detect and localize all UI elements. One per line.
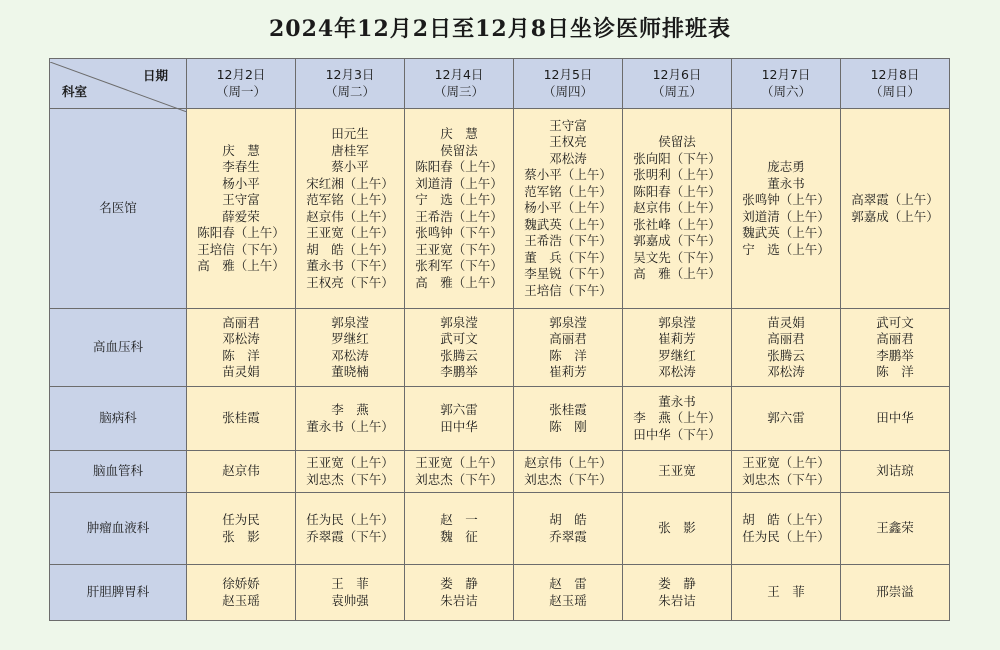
doctor-entry: 李 燕（上午） bbox=[633, 410, 721, 426]
doctor-entry: 高丽君 bbox=[876, 331, 914, 346]
schedule-cell bbox=[187, 387, 296, 451]
doctor-entry: 范军铭（上午） bbox=[524, 183, 612, 199]
schedule-cell bbox=[841, 109, 950, 309]
doctor-entry: 高丽君 bbox=[767, 331, 805, 346]
doctor-entry: 王权亮 bbox=[549, 134, 587, 150]
doctor-entry: 张 影 bbox=[658, 520, 696, 536]
doctor-entry: 胡 皓 bbox=[549, 512, 587, 527]
doctor-entry: 董晓楠 bbox=[331, 364, 369, 379]
doctor-entry: 田元生 bbox=[331, 126, 369, 141]
doctor-entry: 王希浩（上午） bbox=[415, 208, 503, 224]
day-week: （周日） bbox=[869, 83, 920, 99]
schedule-cell bbox=[187, 565, 296, 621]
doctor-entry: 王守富 bbox=[549, 117, 587, 133]
doctor-entry: 蔡小平 bbox=[331, 159, 369, 174]
doctor-entry: 郭六雷 bbox=[440, 402, 478, 417]
doctor-entry: 任为民（上午） bbox=[742, 528, 830, 544]
doctor-entry: 朱岩诘 bbox=[440, 592, 478, 608]
doctor-entry: 王亚宽（上午） bbox=[306, 455, 394, 470]
page-title: 2024年12月2日至12月8日坐诊医师排班表 bbox=[268, 16, 732, 42]
day-week: （周六） bbox=[760, 83, 811, 99]
schedule-cell bbox=[514, 387, 623, 451]
day-date: 12月2日 bbox=[216, 67, 266, 82]
schedule-cell bbox=[405, 387, 514, 451]
doctor-entry: 赵 雷 bbox=[549, 576, 587, 591]
doctor-entry: 任为民 bbox=[222, 512, 260, 527]
schedule-cell bbox=[187, 109, 296, 309]
dept-cell: 脑血管科 bbox=[50, 451, 187, 493]
doctor-entry: 崔莉芳 bbox=[549, 364, 587, 379]
corner-cell bbox=[50, 59, 187, 109]
doctor-entry: 董永书（下午） bbox=[306, 258, 394, 273]
doctor-entry: 侯留法 bbox=[658, 134, 696, 150]
schedule-cell bbox=[732, 565, 841, 621]
doctor-entry: 袁帅强 bbox=[331, 592, 369, 608]
schedule-cell bbox=[841, 387, 950, 451]
schedule-cell bbox=[187, 309, 296, 387]
doctor-entry: 田中华（下午） bbox=[633, 426, 721, 442]
doctor-entry: 张向阳（下午） bbox=[633, 150, 721, 166]
doctor-entry: 李 燕 bbox=[331, 402, 369, 417]
doctor-entry: 陈 刚 bbox=[549, 418, 587, 434]
schedule-cell bbox=[514, 493, 623, 565]
doctor-entry: 陈阳春（上午） bbox=[197, 225, 285, 240]
schedule-cell bbox=[405, 309, 514, 387]
schedule-cell bbox=[296, 565, 405, 621]
doctor-entry: 庆 慧 bbox=[222, 142, 260, 158]
doctor-entry: 郭泉滢 bbox=[440, 314, 478, 330]
doctor-entry: 武可文 bbox=[440, 331, 478, 346]
doctor-entry: 薛爱荣 bbox=[222, 208, 260, 224]
doctor-entry: 赵京伟（上午） bbox=[524, 455, 612, 470]
doctor-entry: 郭嘉成（下午） bbox=[633, 233, 721, 249]
doctor-entry: 赵京伟（上午） bbox=[633, 200, 721, 216]
doctor-entry: 王亚宽 bbox=[658, 463, 696, 479]
doctor-entry: 张桂霞 bbox=[222, 410, 260, 426]
doctor-entry: 李鹏举 bbox=[440, 364, 478, 379]
doctor-entry: 杨小平 bbox=[222, 175, 260, 191]
doctor-entry: 李星锐（下午） bbox=[524, 266, 612, 282]
schedule-cell bbox=[296, 309, 405, 387]
day-header bbox=[405, 59, 514, 109]
doctor-entry: 娄 静 bbox=[440, 576, 478, 591]
schedule-cell bbox=[623, 309, 732, 387]
doctor-entry: 范军铭（上午） bbox=[306, 192, 394, 207]
doctor-entry: 高丽君 bbox=[549, 331, 587, 346]
day-header bbox=[514, 59, 623, 109]
doctor-entry: 刘诘琼 bbox=[876, 463, 914, 479]
doctor-entry: 张明利（上午） bbox=[633, 167, 721, 183]
doctor-entry: 张鸣钟（上午） bbox=[742, 192, 830, 207]
doctor-entry: 田中华 bbox=[876, 410, 914, 426]
doctor-entry: 赵 一 bbox=[440, 512, 478, 527]
doctor-entry: 张 影 bbox=[222, 528, 260, 544]
doctor-entry: 刘忠杰（下午） bbox=[306, 471, 394, 487]
doctor-entry: 刘道清（上午） bbox=[415, 175, 503, 191]
doctor-entry: 娄 静 bbox=[658, 576, 696, 591]
doctor-entry: 乔翠霞（下午） bbox=[306, 528, 394, 544]
doctor-entry: 宁 选（上午） bbox=[415, 192, 503, 207]
doctor-entry: 王亚宽（下午） bbox=[415, 241, 503, 257]
doctor-entry: 赵京伟 bbox=[222, 463, 260, 479]
dept-cell: 高血压科 bbox=[50, 309, 187, 387]
schedule-body bbox=[50, 109, 950, 621]
day-week: （周一） bbox=[215, 83, 266, 99]
doctor-entry: 唐桂军 bbox=[331, 142, 369, 158]
doctor-entry: 张社峰（上午） bbox=[633, 216, 721, 232]
dept-cell: 脑病科 bbox=[50, 387, 187, 451]
day-date: 12月6日 bbox=[652, 67, 702, 82]
table-row bbox=[50, 493, 950, 565]
schedule-cell bbox=[841, 309, 950, 387]
schedule-cell bbox=[514, 109, 623, 309]
doctor-entry: 陈 洋 bbox=[549, 347, 587, 363]
doctor-entry: 罗继红 bbox=[658, 347, 696, 363]
schedule-cell bbox=[296, 387, 405, 451]
doctor-entry: 刘忠杰（下午） bbox=[742, 471, 830, 487]
doctor-entry: 武可文 bbox=[876, 314, 914, 330]
schedule-cell bbox=[841, 493, 950, 565]
doctor-entry: 郭泉滢 bbox=[658, 314, 696, 330]
doctor-entry: 赵玉瑶 bbox=[549, 592, 587, 608]
doctor-entry: 郭嘉成（上午） bbox=[851, 208, 939, 224]
doctor-entry: 刘忠杰（下午） bbox=[415, 471, 503, 487]
schedule-cell bbox=[732, 309, 841, 387]
doctor-entry: 宁 选（上午） bbox=[742, 241, 830, 257]
doctor-entry: 田中华 bbox=[440, 418, 478, 434]
schedule-cell bbox=[732, 387, 841, 451]
schedule-cell bbox=[623, 387, 732, 451]
table-row bbox=[50, 109, 950, 309]
doctor-entry: 赵京伟（上午） bbox=[306, 208, 394, 224]
doctor-entry: 陈 洋 bbox=[222, 347, 260, 363]
doctor-entry: 王 菲 bbox=[767, 584, 805, 600]
schedule-cell bbox=[623, 565, 732, 621]
doctor-entry: 苗灵娟 bbox=[767, 314, 805, 330]
header-row bbox=[50, 59, 950, 109]
schedule-cell bbox=[187, 451, 296, 493]
doctor-entry: 庞志勇 bbox=[767, 159, 805, 174]
day-date: 12月8日 bbox=[870, 67, 920, 82]
schedule-cell bbox=[623, 109, 732, 309]
doctor-entry: 庆 慧 bbox=[440, 126, 478, 141]
day-header bbox=[296, 59, 405, 109]
doctor-entry: 任为民（上午） bbox=[306, 512, 394, 527]
doctor-entry: 张鸣钟（下午） bbox=[415, 225, 503, 240]
doctor-entry: 王培信（下午） bbox=[524, 282, 612, 298]
day-date: 12月7日 bbox=[761, 67, 811, 82]
doctor-entry: 张桂霞 bbox=[549, 402, 587, 417]
doctor-entry: 罗继红 bbox=[331, 331, 369, 346]
doctor-entry: 董 兵（下午） bbox=[524, 249, 612, 265]
corner-date-label: 日期 bbox=[142, 67, 168, 83]
doctor-entry: 蔡小平（上午） bbox=[524, 167, 612, 183]
doctor-entry: 赵玉瑶 bbox=[222, 592, 260, 608]
doctor-entry: 胡 皓（上午） bbox=[306, 241, 394, 257]
doctor-entry: 王亚宽（上午） bbox=[415, 455, 503, 470]
table-row bbox=[50, 451, 950, 493]
schedule-cell bbox=[405, 493, 514, 565]
doctor-entry: 邢崇溢 bbox=[876, 584, 914, 600]
doctor-entry: 高 雅（上午） bbox=[197, 258, 285, 273]
schedule-cell bbox=[623, 493, 732, 565]
schedule-cell bbox=[296, 109, 405, 309]
schedule-table bbox=[49, 58, 950, 621]
schedule-cell bbox=[732, 109, 841, 309]
doctor-entry: 王培信（下午） bbox=[197, 241, 285, 257]
doctor-entry: 邓松涛 bbox=[767, 364, 805, 379]
doctor-entry: 王 菲 bbox=[331, 576, 369, 591]
doctor-entry: 张腾云 bbox=[440, 347, 478, 363]
doctor-entry: 邓松涛 bbox=[222, 331, 260, 346]
doctor-entry: 魏 征 bbox=[440, 528, 478, 544]
day-header bbox=[841, 59, 950, 109]
schedule-cell bbox=[405, 565, 514, 621]
day-date: 12月5日 bbox=[543, 67, 593, 82]
doctor-entry: 胡 皓（上午） bbox=[742, 512, 830, 527]
doctor-entry: 魏武英（上午） bbox=[742, 225, 830, 240]
doctor-entry: 乔翠霞 bbox=[549, 528, 587, 544]
day-week: （周二） bbox=[324, 83, 375, 99]
schedule-cell bbox=[514, 565, 623, 621]
doctor-entry: 侯留法 bbox=[440, 142, 478, 158]
schedule-cell bbox=[405, 451, 514, 493]
day-week: （周四） bbox=[542, 83, 593, 99]
day-date: 12月4日 bbox=[434, 67, 484, 82]
dept-cell: 肝胆脾胃科 bbox=[50, 565, 187, 621]
doctor-entry: 高 雅（上午） bbox=[415, 274, 503, 290]
doctor-entry: 王守富 bbox=[222, 192, 260, 207]
doctor-entry: 崔莉芳 bbox=[658, 331, 696, 346]
doctor-entry: 邓松涛 bbox=[549, 150, 587, 166]
schedule-cell bbox=[514, 451, 623, 493]
doctor-entry: 郭六雷 bbox=[767, 410, 805, 426]
doctor-entry: 刘忠杰（下午） bbox=[524, 471, 612, 487]
doctor-entry: 吴文先（下午） bbox=[633, 249, 721, 265]
doctor-entry: 董永书（上午） bbox=[306, 418, 394, 434]
doctor-entry: 王希浩（下午） bbox=[524, 233, 612, 249]
day-week: （周五） bbox=[651, 83, 702, 99]
schedule-cell bbox=[841, 565, 950, 621]
schedule-cell bbox=[405, 109, 514, 309]
day-date: 12月3日 bbox=[325, 67, 375, 82]
doctor-entry: 陈 洋 bbox=[876, 364, 914, 379]
schedule-cell bbox=[296, 451, 405, 493]
corner-dept-label: 科室 bbox=[62, 84, 88, 99]
table-row bbox=[50, 565, 950, 621]
doctor-entry: 王亚宽（上午） bbox=[306, 225, 394, 240]
doctor-entry: 王权亮（下午） bbox=[306, 274, 394, 290]
doctor-entry: 邓松涛 bbox=[331, 347, 369, 363]
doctor-entry: 王鑫荣 bbox=[876, 520, 914, 536]
doctor-entry: 魏武英（上午） bbox=[524, 216, 612, 232]
table-row bbox=[50, 387, 950, 451]
schedule-cell bbox=[732, 451, 841, 493]
schedule-cell bbox=[841, 451, 950, 493]
doctor-entry: 杨小平（上午） bbox=[524, 200, 612, 216]
doctor-entry: 朱岩诘 bbox=[658, 592, 696, 608]
doctor-entry: 高丽君 bbox=[222, 314, 260, 330]
doctor-entry: 张利军（下午） bbox=[415, 258, 503, 273]
dept-cell: 肿瘤血液科 bbox=[50, 493, 187, 565]
day-week: （周三） bbox=[433, 83, 484, 99]
doctor-entry: 刘道清（上午） bbox=[742, 208, 830, 224]
day-header bbox=[732, 59, 841, 109]
doctor-entry: 邓松涛 bbox=[658, 364, 696, 379]
table-row bbox=[50, 309, 950, 387]
doctor-entry: 李鹏举 bbox=[876, 347, 914, 363]
doctor-entry: 徐娇娇 bbox=[222, 576, 260, 591]
doctor-entry: 宋红湘（上午） bbox=[306, 175, 394, 191]
dept-cell: 名医馆 bbox=[50, 109, 187, 309]
schedule-cell bbox=[732, 493, 841, 565]
schedule-cell bbox=[514, 309, 623, 387]
doctor-entry: 陈阳春（上午） bbox=[415, 159, 503, 174]
doctor-entry: 郭泉滢 bbox=[331, 314, 369, 330]
doctor-entry: 董永书 bbox=[658, 393, 696, 409]
doctor-entry: 张腾云 bbox=[767, 347, 805, 363]
schedule-cell bbox=[187, 493, 296, 565]
doctor-entry: 王亚宽（上午） bbox=[742, 455, 830, 470]
day-header bbox=[187, 59, 296, 109]
doctor-entry: 陈阳春（上午） bbox=[633, 183, 721, 199]
schedule-cell bbox=[296, 493, 405, 565]
schedule-cell bbox=[623, 451, 732, 493]
day-header bbox=[623, 59, 732, 109]
doctor-entry: 董永书 bbox=[767, 175, 805, 191]
doctor-entry: 苗灵娟 bbox=[222, 364, 260, 379]
doctor-entry: 高 雅（上午） bbox=[633, 266, 721, 282]
doctor-entry: 李春生 bbox=[222, 159, 260, 174]
doctor-entry: 郭泉滢 bbox=[549, 314, 587, 330]
doctor-entry: 高翠霞（上午） bbox=[851, 192, 939, 207]
